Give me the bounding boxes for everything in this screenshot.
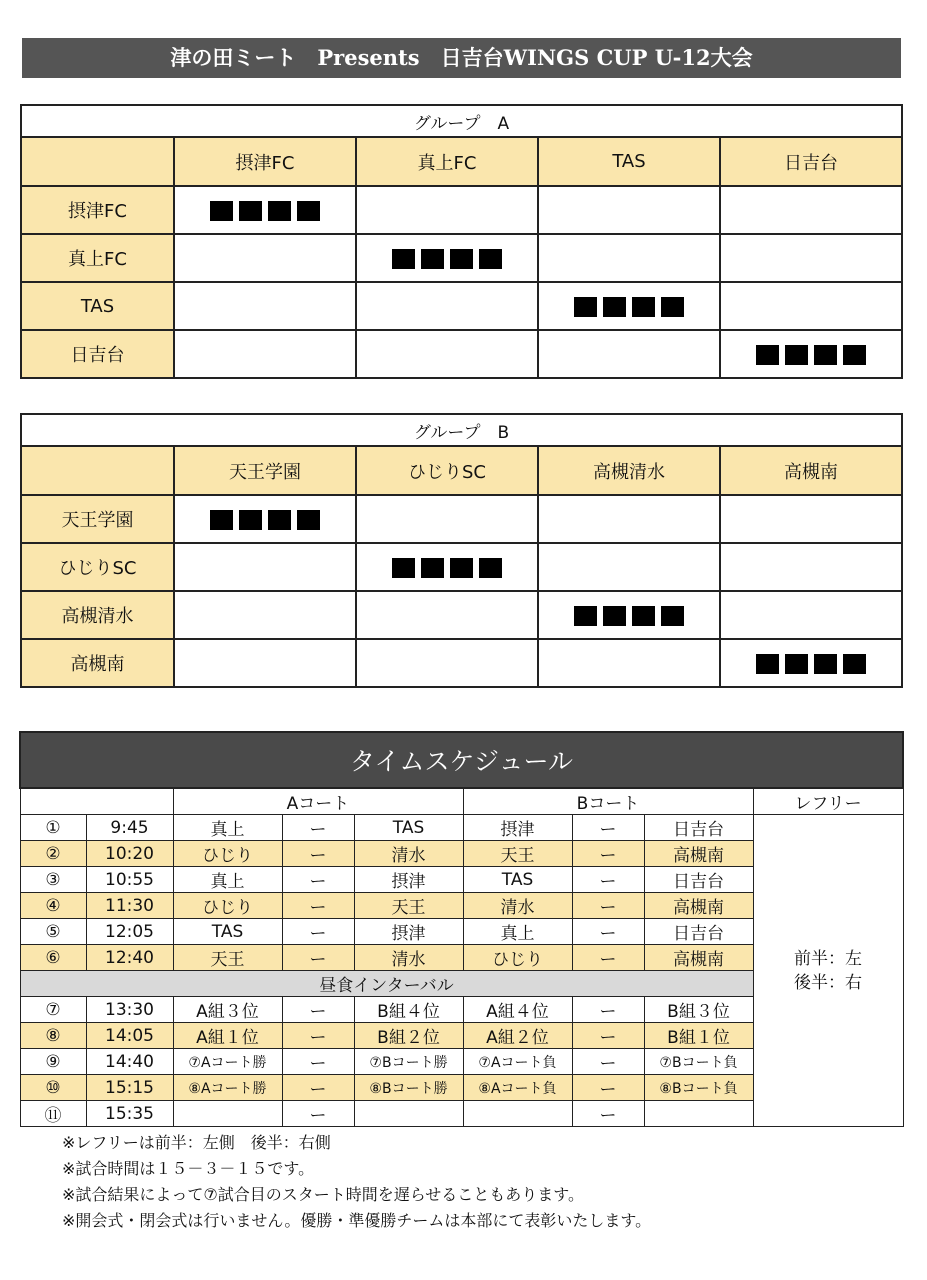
match-time: 14:05 <box>86 1023 173 1049</box>
court-b-team-1: ひじり <box>463 945 572 971</box>
court-b-team-1: ⑧Aコート負 <box>463 1075 572 1101</box>
result-cell <box>538 330 720 378</box>
blocked-marks-icon <box>210 201 320 221</box>
result-cell <box>356 282 538 330</box>
blocked-marks-icon <box>574 297 684 317</box>
col-header-team: TAS <box>538 137 720 186</box>
self-match-cell <box>174 495 356 543</box>
court-a-team-2 <box>354 1101 463 1127</box>
court-a-team-2: 清水 <box>354 841 463 867</box>
court-a-team-2: 摂津 <box>354 867 463 893</box>
self-match-cell <box>356 234 538 282</box>
vs-dash: ー <box>282 945 354 971</box>
court-a-team-1 <box>173 1101 282 1127</box>
match-time: 14:40 <box>86 1049 173 1075</box>
vs-dash: ー <box>572 1049 644 1075</box>
court-a-team-2: B組２位 <box>354 1023 463 1049</box>
court-a-team-1: 真上 <box>173 867 282 893</box>
col-header-team: ひじりSC <box>356 446 538 495</box>
page-title: 津の田ミート Presents 日吉台WINGS CUP U-12大会 <box>22 38 901 78</box>
vs-dash: ー <box>572 1075 644 1101</box>
court-a-team-1: A組３位 <box>173 997 282 1023</box>
col-header-team: 高槻清水 <box>538 446 720 495</box>
note-line: ※開会式・閉会式は行いません。優勝・準優勝チームは本部にて表彰いたします。 <box>62 1211 652 1230</box>
result-cell <box>356 639 538 687</box>
row-header-team: 摂津FC <box>21 186 174 234</box>
court-b-team-2: ⑧Bコート負 <box>644 1075 753 1101</box>
row-header-team: 高槻清水 <box>21 591 174 639</box>
court-b-team-2: B組３位 <box>644 997 753 1023</box>
match-number: ④ <box>20 893 86 919</box>
group-a-title: グループ A <box>21 105 902 137</box>
vs-dash: ー <box>282 815 354 841</box>
col-header-team: 日吉台 <box>720 137 902 186</box>
blocked-marks-icon <box>392 558 502 578</box>
self-match-cell <box>174 186 356 234</box>
self-match-cell <box>720 330 902 378</box>
lunch-label: 昼食インターバル <box>20 971 753 997</box>
result-cell <box>720 543 902 591</box>
court-b-team-2 <box>644 1101 753 1127</box>
result-cell <box>356 186 538 234</box>
result-cell <box>174 591 356 639</box>
blocked-marks-icon <box>392 249 502 269</box>
result-cell <box>538 186 720 234</box>
result-cell <box>174 330 356 378</box>
court-b-team-2: 日吉台 <box>644 867 753 893</box>
result-cell <box>720 234 902 282</box>
vs-dash: ー <box>282 893 354 919</box>
col-header-team: 摂津FC <box>174 137 356 186</box>
match-time: 15:35 <box>86 1101 173 1127</box>
referee-second-half: 後半：右 <box>794 972 862 993</box>
vs-dash: ー <box>282 867 354 893</box>
match-time: 12:40 <box>86 945 173 971</box>
match-time: 11:30 <box>86 893 173 919</box>
self-match-cell <box>720 639 902 687</box>
vs-dash: ー <box>282 1075 354 1101</box>
vs-dash: ー <box>282 1101 354 1127</box>
referee-cell <box>753 815 903 1127</box>
court-a-team-1: 真上 <box>173 815 282 841</box>
court-b-team-2: ⑦Bコート負 <box>644 1049 753 1075</box>
court-b-team-1: 真上 <box>463 919 572 945</box>
result-cell <box>720 591 902 639</box>
self-match-cell <box>356 543 538 591</box>
row-header-team: 日吉台 <box>21 330 174 378</box>
court-a-team-2: 清水 <box>354 945 463 971</box>
vs-dash: ー <box>282 1049 354 1075</box>
note-line: ※試合時間は１５－３－１５です。 <box>62 1159 315 1178</box>
court-b-team-2: 日吉台 <box>644 815 753 841</box>
result-cell <box>538 495 720 543</box>
result-cell <box>356 591 538 639</box>
note-line: ※レフリーは前半：左側 後半：右側 <box>62 1133 331 1152</box>
match-number: ⑤ <box>20 919 86 945</box>
col-header-team: 真上FC <box>356 137 538 186</box>
col-header-team: 天王学園 <box>174 446 356 495</box>
court-a-team-2: TAS <box>354 815 463 841</box>
court-b-team-2: 日吉台 <box>644 919 753 945</box>
result-cell <box>720 282 902 330</box>
court-a-team-2: ⑦Bコート勝 <box>354 1049 463 1075</box>
vs-dash: ー <box>572 867 644 893</box>
vs-dash: ー <box>572 1023 644 1049</box>
court-b-team-1: A組２位 <box>463 1023 572 1049</box>
court-b-team-1: 天王 <box>463 841 572 867</box>
group-b-table <box>20 413 903 688</box>
result-cell <box>174 282 356 330</box>
court-b-header: Bコート <box>463 788 753 815</box>
notes <box>62 1130 882 1234</box>
court-a-team-2: B組４位 <box>354 997 463 1023</box>
blocked-marks-icon <box>210 510 320 530</box>
note-line: ※試合結果によって⑦試合目のスタート時間を遅らせることもあります。 <box>62 1185 584 1204</box>
match-time: 9:45 <box>86 815 173 841</box>
match-time: 10:20 <box>86 841 173 867</box>
court-a-team-1: ⑧Aコート勝 <box>173 1075 282 1101</box>
result-cell <box>538 234 720 282</box>
result-cell <box>538 639 720 687</box>
result-cell <box>174 234 356 282</box>
self-match-cell <box>538 282 720 330</box>
vs-dash: ー <box>572 945 644 971</box>
match-number: ② <box>20 841 86 867</box>
court-a-team-2: 天王 <box>354 893 463 919</box>
blocked-marks-icon <box>756 654 866 674</box>
court-a-team-2: 摂津 <box>354 919 463 945</box>
vs-dash: ー <box>572 919 644 945</box>
result-cell <box>720 186 902 234</box>
referee-first-half: 前半：左 <box>794 948 862 969</box>
result-cell <box>720 495 902 543</box>
time-schedule-table <box>19 731 904 1127</box>
vs-dash: ー <box>282 1023 354 1049</box>
match-time: 13:30 <box>86 997 173 1023</box>
vs-dash: ー <box>282 997 354 1023</box>
corner-cell <box>21 446 174 495</box>
corner-cell <box>21 137 174 186</box>
vs-dash: ー <box>282 841 354 867</box>
schedule-title: タイムスケジュール <box>20 732 903 788</box>
group-a-table <box>20 104 903 379</box>
court-a-team-1: A組１位 <box>173 1023 282 1049</box>
match-time: 10:55 <box>86 867 173 893</box>
vs-dash: ー <box>572 1101 644 1127</box>
blocked-marks-icon <box>574 606 684 626</box>
match-time: 12:05 <box>86 919 173 945</box>
court-b-team-1: 清水 <box>463 893 572 919</box>
result-cell <box>356 495 538 543</box>
result-cell <box>538 543 720 591</box>
row-header-team: 高槻南 <box>21 639 174 687</box>
row-header-team: TAS <box>21 282 174 330</box>
self-match-cell <box>538 591 720 639</box>
vs-dash: ー <box>572 997 644 1023</box>
court-a-header: Aコート <box>173 788 463 815</box>
match-number: ⑪ <box>20 1101 86 1127</box>
court-a-team-1: ひじり <box>173 841 282 867</box>
row-header-team: ひじりSC <box>21 543 174 591</box>
court-a-team-1: 天王 <box>173 945 282 971</box>
court-a-team-1: ⑦Aコート勝 <box>173 1049 282 1075</box>
court-b-team-1: 摂津 <box>463 815 572 841</box>
blocked-marks-icon <box>756 345 866 365</box>
row-header-team: 天王学園 <box>21 495 174 543</box>
court-b-team-1 <box>463 1101 572 1127</box>
match-number: ⑦ <box>20 997 86 1023</box>
schedule-row <box>20 815 903 841</box>
court-b-team-1: ⑦Aコート負 <box>463 1049 572 1075</box>
match-number: ⑩ <box>20 1075 86 1101</box>
row-header-team: 真上FC <box>21 234 174 282</box>
match-number: ⑧ <box>20 1023 86 1049</box>
court-b-team-2: 高槻南 <box>644 841 753 867</box>
schedule-header-blank <box>20 788 173 815</box>
court-b-team-1: TAS <box>463 867 572 893</box>
court-a-team-1: ひじり <box>173 893 282 919</box>
court-a-team-2: ⑧Bコート勝 <box>354 1075 463 1101</box>
result-cell <box>174 639 356 687</box>
result-cell <box>356 330 538 378</box>
court-b-team-2: 高槻南 <box>644 945 753 971</box>
result-cell <box>174 543 356 591</box>
match-number: ① <box>20 815 86 841</box>
vs-dash: ー <box>282 919 354 945</box>
match-number: ③ <box>20 867 86 893</box>
group-b-title: グループ B <box>21 414 902 446</box>
match-number: ⑨ <box>20 1049 86 1075</box>
court-a-team-1: TAS <box>173 919 282 945</box>
vs-dash: ー <box>572 893 644 919</box>
match-number: ⑥ <box>20 945 86 971</box>
court-b-team-1: A組４位 <box>463 997 572 1023</box>
match-time: 15:15 <box>86 1075 173 1101</box>
referee-header: レフリー <box>753 788 903 815</box>
court-b-team-2: 高槻南 <box>644 893 753 919</box>
col-header-team: 高槻南 <box>720 446 902 495</box>
court-b-team-2: B組１位 <box>644 1023 753 1049</box>
vs-dash: ー <box>572 815 644 841</box>
vs-dash: ー <box>572 841 644 867</box>
